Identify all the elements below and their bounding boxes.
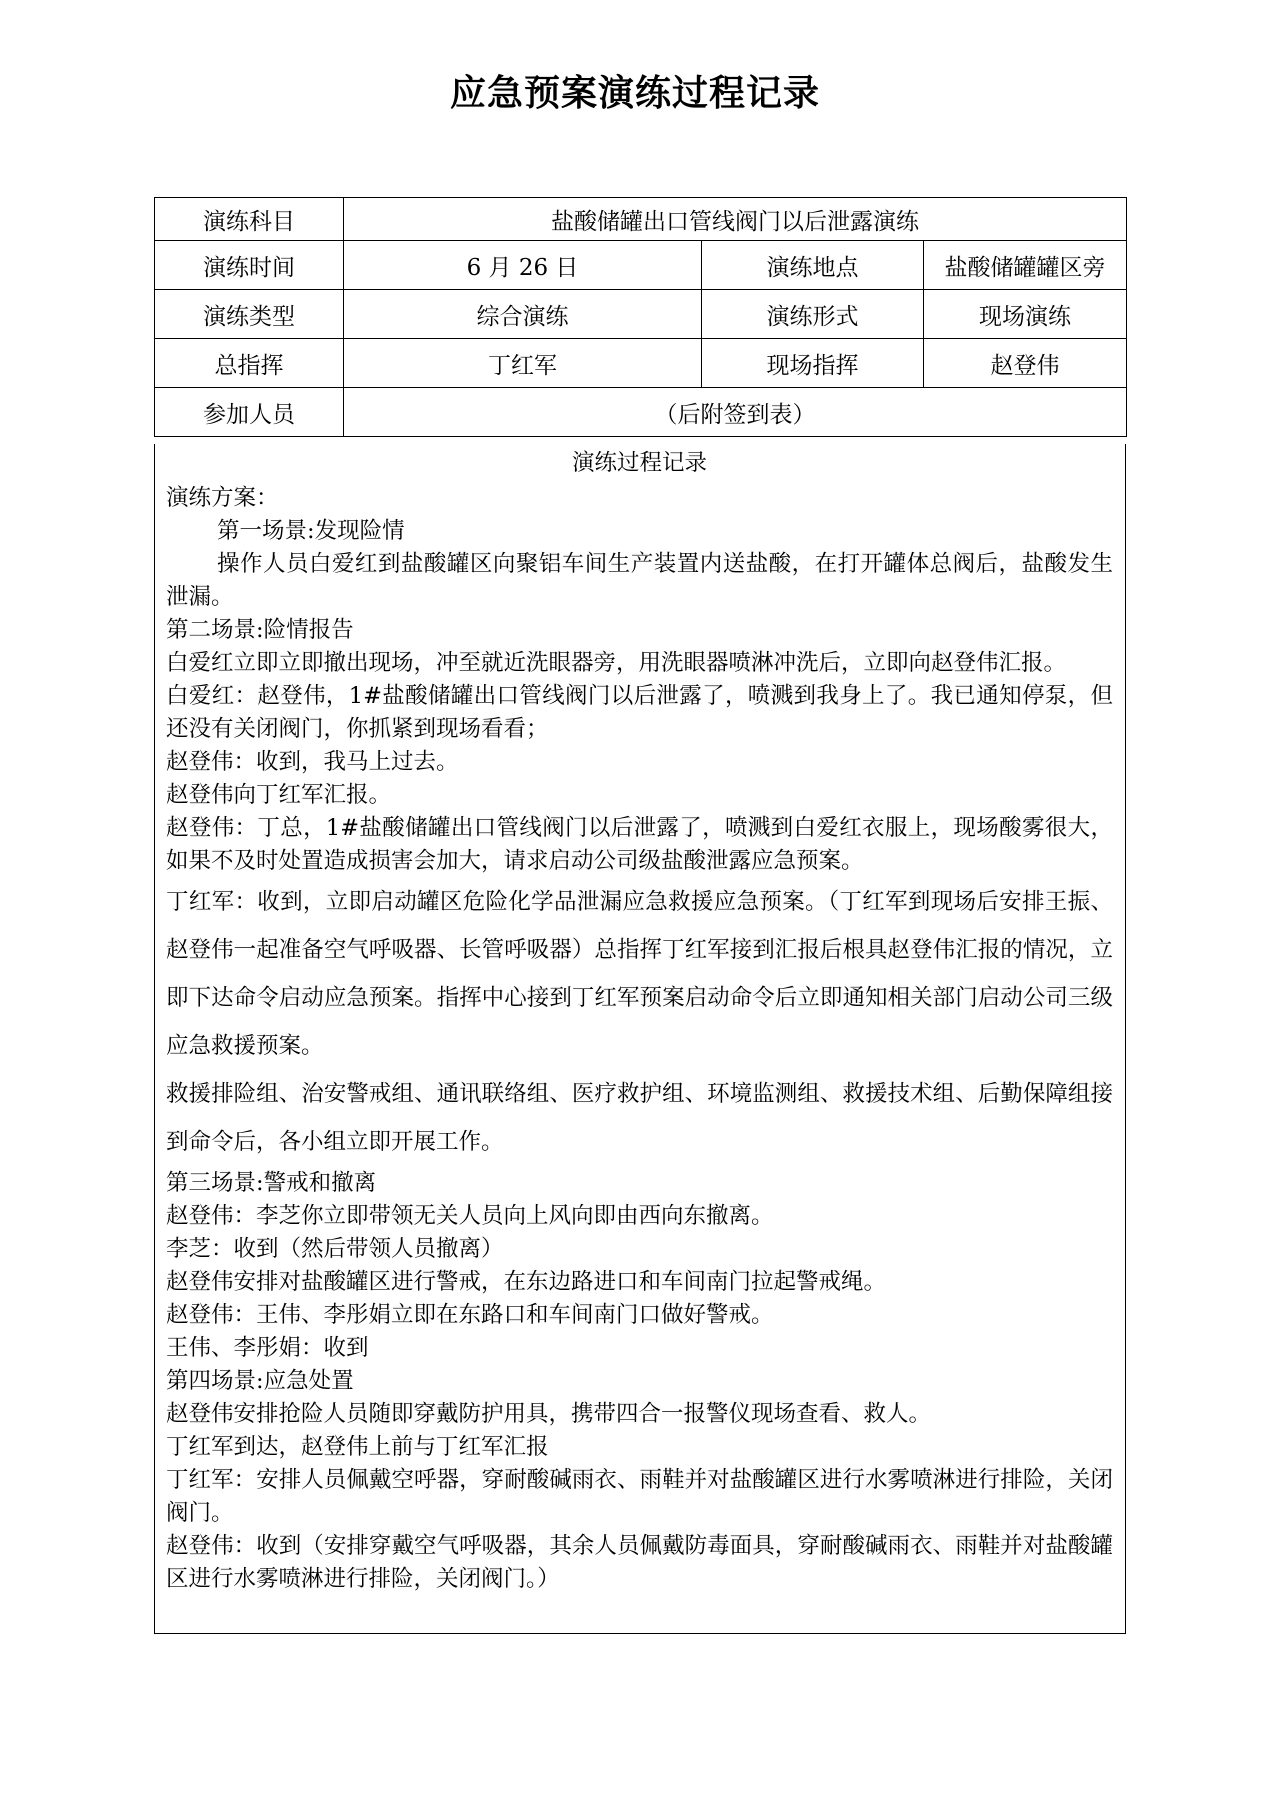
site-commander-value: 赵登伟 bbox=[924, 339, 1127, 388]
drill-info-table bbox=[154, 197, 1127, 437]
participants-value: （后附签到表） bbox=[344, 388, 1127, 437]
subject-value: 盐酸储罐出口管线阀门以后泄露演练 bbox=[344, 198, 1127, 241]
record-paragraph: 赵登伟：收到（安排穿戴空气呼吸器，其余人员佩戴防毒面具，穿耐酸碱雨衣、雨鞋并对盐酸罐区进行水雾喷淋进行排险，关闭阀门。） bbox=[166, 1533, 1113, 1592]
time-value: 6 月 26 日 bbox=[344, 241, 702, 290]
record-paragraph: 赵登伟：王伟、李彤娟立即在东路口和车间南门口做好警戒。 bbox=[166, 1302, 774, 1328]
subject-label: 演练科目 bbox=[155, 198, 344, 241]
record-paragraph: 白爱红：赵登伟，1#盐酸储罐出口管线阀门以后泄露了，喷溅到我身上了。我已通知停泵，但还没有关闭阀门，你抓紧到现场看看； bbox=[166, 683, 1113, 742]
record-paragraph: 赵登伟：李芝你立即带领无关人员向上风向即由西向东撤离。 bbox=[166, 1203, 774, 1229]
record-paragraph: 丁红军：收到，立即启动罐区危险化学品泄漏应急救援应急预案。（丁红军到现场后安排王振、赵登伟一起准备空气呼吸器、长管呼吸器）总指挥丁红军接到汇报后根具赵登伟汇报的情况，立即下达命令启动应急预案。指挥中心接到丁红军预案启动命令后立即通知相关部门启动公司三级应急救援预案。 bbox=[166, 889, 1113, 1059]
scene-2-heading: 第二场景:险情报告 bbox=[166, 617, 354, 643]
process-heading: 演练过程记录 bbox=[571, 450, 707, 476]
location-label: 演练地点 bbox=[702, 241, 924, 290]
record-paragraph: 赵登伟：丁总，1#盐酸储罐出口管线阀门以后泄露了，喷溅到白爱红衣服上，现场酸雾很大，如果不及时处置造成损害会加大，请求启动公司级盐酸泄露应急预案。 bbox=[166, 815, 1113, 874]
scene-4-heading: 第四场景:应急处置 bbox=[166, 1368, 354, 1394]
participants-label: 参加人员 bbox=[155, 388, 344, 437]
row-time-location bbox=[155, 241, 1127, 290]
record-paragraph: 李芝：收到（然后带领人员撤离） bbox=[166, 1236, 504, 1262]
record-paragraph: 丁红军到达，赵登伟上前与丁红军汇报 bbox=[166, 1434, 549, 1460]
record-paragraph: 赵登伟安排对盐酸罐区进行警戒，在东边路进口和车间南门拉起警戒绳。 bbox=[166, 1269, 887, 1295]
form-value: 现场演练 bbox=[924, 290, 1127, 339]
row-commanders bbox=[155, 339, 1127, 388]
record-paragraph: 白爱红立即立即撤出现场，冲至就近洗眼器旁，用洗眼器喷淋冲洗后，立即向赵登伟汇报。 bbox=[166, 650, 1067, 676]
row-participants bbox=[155, 388, 1127, 437]
form-label: 演练形式 bbox=[702, 290, 924, 339]
row-type-form bbox=[155, 290, 1127, 339]
commander-value: 丁红军 bbox=[344, 339, 702, 388]
location-value: 盐酸储罐罐区旁 bbox=[924, 241, 1127, 290]
record-paragraph: 赵登伟：收到，我马上过去。 bbox=[166, 749, 459, 775]
record-paragraph: 救援排险组、治安警戒组、通讯联络组、医疗救护组、环境监测组、救援技术组、后勤保障组接到命令后，各小组立即开展工作。 bbox=[166, 1081, 1113, 1155]
commander-label: 总指挥 bbox=[155, 339, 344, 388]
time-label: 演练时间 bbox=[155, 241, 344, 290]
type-label: 演练类型 bbox=[155, 290, 344, 339]
row-subject bbox=[155, 198, 1127, 241]
scene-3-heading: 第三场景:警戒和撤离 bbox=[166, 1170, 377, 1196]
site-commander-label: 现场指挥 bbox=[702, 339, 924, 388]
scene-1-text: 操作人员白爱红到盐酸罐区向聚铝车间生产装置内送盐酸，在打开罐体总阀后，盐酸发生泄漏。 bbox=[166, 551, 1113, 610]
record-paragraph: 赵登伟向丁红军汇报。 bbox=[166, 782, 392, 808]
record-paragraph: 赵登伟安排抢险人员随即穿戴防护用具，携带四合一报警仪现场查看、救人。 bbox=[166, 1401, 932, 1427]
record-paragraph: 王伟、李彤娟：收到 bbox=[166, 1335, 369, 1361]
document-title: 应急预案演练过程记录 bbox=[449, 73, 820, 114]
scene-1-heading: 第一场景:发现险情 bbox=[217, 518, 405, 544]
process-record-box bbox=[154, 444, 1126, 1634]
record-paragraph: 丁红军：安排人员佩戴空呼器，穿耐酸碱雨衣、雨鞋并对盐酸罐区进行水雾喷淋进行排险，关闭阀门。 bbox=[166, 1467, 1113, 1526]
plan-label: 演练方案： bbox=[166, 485, 279, 511]
type-value: 综合演练 bbox=[344, 290, 702, 339]
